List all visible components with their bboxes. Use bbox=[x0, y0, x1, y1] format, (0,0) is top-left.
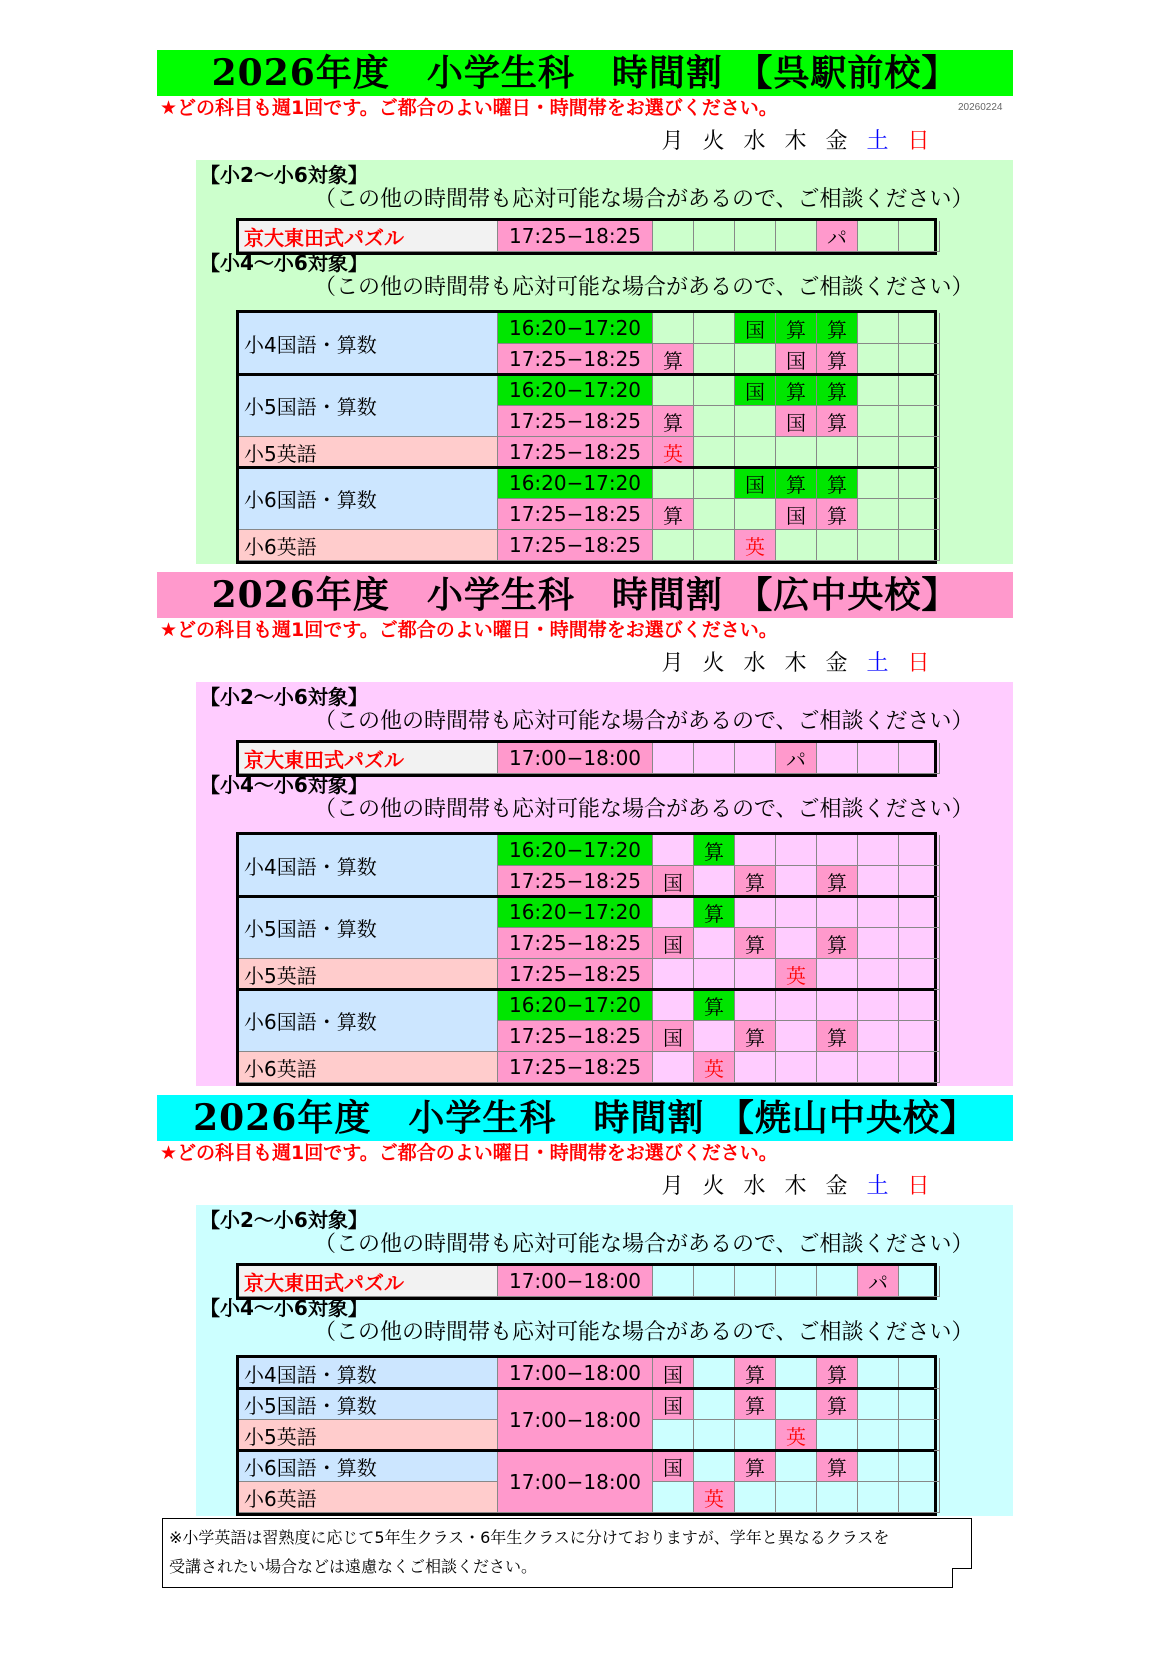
group-separator bbox=[239, 373, 934, 376]
subject-label: 小6英語 bbox=[239, 1482, 498, 1513]
schedule-cell bbox=[694, 530, 735, 561]
schedule-cell bbox=[694, 1451, 735, 1482]
schedule-cell bbox=[899, 990, 940, 1021]
schedule-cell bbox=[899, 959, 940, 990]
schedule-cell bbox=[858, 959, 899, 990]
group-separator bbox=[239, 1387, 934, 1390]
time-slot: 17:00−18:00 bbox=[498, 1389, 653, 1451]
schedule-cell bbox=[776, 928, 817, 959]
schedule-cell bbox=[858, 468, 899, 499]
section-title: 2026年度 小学生科 時間割 【焼山中央校】 bbox=[157, 1095, 1013, 1141]
notice-text: ★どの科目も週1回です。ご都合のよい曜日・時間帯をお選びください。 bbox=[160, 619, 778, 641]
schedule-cell bbox=[858, 928, 899, 959]
subject-label: 小4国語・算数 bbox=[239, 835, 498, 897]
group-label-grade2-6: 【小2～小6対象】 bbox=[200, 163, 368, 187]
schedule-cell bbox=[858, 1389, 899, 1420]
day-label: 金 bbox=[825, 651, 848, 676]
schedule-cell bbox=[776, 221, 817, 252]
schedule-cell bbox=[776, 1389, 817, 1420]
schedule-cell bbox=[817, 743, 858, 774]
day-label: 金 bbox=[825, 129, 848, 154]
schedule-cell: 算 bbox=[817, 499, 858, 530]
schedule-cell: 算 bbox=[735, 1358, 776, 1389]
schedule-cell bbox=[694, 499, 735, 530]
time-slot: 17:25−18:25 bbox=[498, 959, 653, 990]
schedule-cell: 英 bbox=[776, 1420, 817, 1451]
group-note: （この他の時間帯も応対可能な場合があるので、ご相談ください） bbox=[314, 797, 974, 822]
time-slot: 17:25−18:25 bbox=[498, 499, 653, 530]
schedule-cell bbox=[694, 1358, 735, 1389]
schedule-cell bbox=[776, 1482, 817, 1513]
schedule-cell bbox=[653, 530, 694, 561]
schedule-cell bbox=[899, 530, 940, 561]
day-label: 火 bbox=[702, 651, 725, 676]
schedule-cell bbox=[858, 499, 899, 530]
schedule-cell bbox=[817, 437, 858, 468]
schedule-cell bbox=[776, 835, 817, 866]
group-note: （この他の時間帯も応対可能な場合があるので、ご相談ください） bbox=[314, 1232, 974, 1257]
day-header bbox=[652, 1173, 939, 1201]
schedule-cell bbox=[899, 835, 940, 866]
schedule-cell bbox=[776, 1451, 817, 1482]
schedule-cell: 国 bbox=[735, 313, 776, 344]
day-label: 金 bbox=[825, 1174, 848, 1199]
day-label: 日 bbox=[907, 1174, 930, 1199]
schedule-cell: 算 bbox=[817, 313, 858, 344]
group-note: （この他の時間帯も応対可能な場合があるので、ご相談ください） bbox=[314, 1320, 974, 1345]
schedule-cell bbox=[817, 959, 858, 990]
schedule-cell bbox=[858, 344, 899, 375]
puzzle-time: 17:00−18:00 bbox=[498, 743, 653, 774]
schedule-cell: 算 bbox=[694, 897, 735, 928]
schedule-cell bbox=[735, 897, 776, 928]
timetable-grid bbox=[236, 310, 937, 564]
schedule-cell bbox=[776, 897, 817, 928]
schedule-cell bbox=[817, 835, 858, 866]
time-slot: 16:20−17:20 bbox=[498, 990, 653, 1021]
schedule-cell bbox=[735, 835, 776, 866]
subject-label: 小6国語・算数 bbox=[239, 990, 498, 1052]
subject-label: 小5国語・算数 bbox=[239, 897, 498, 959]
schedule-cell bbox=[653, 468, 694, 499]
day-label: 月 bbox=[661, 651, 684, 676]
schedule-cell bbox=[899, 1482, 940, 1513]
group-label-grade2-6: 【小2～小6対象】 bbox=[200, 685, 368, 709]
schedule-cell bbox=[776, 1358, 817, 1389]
schedule-cell: 国 bbox=[735, 468, 776, 499]
schedule-cell bbox=[858, 437, 899, 468]
day-label: 木 bbox=[784, 651, 807, 676]
timetable-grid bbox=[236, 1355, 937, 1516]
time-slot: 17:25−18:25 bbox=[498, 1021, 653, 1052]
schedule-cell: 国 bbox=[735, 375, 776, 406]
day-label: 日 bbox=[907, 651, 930, 676]
schedule-cell bbox=[694, 928, 735, 959]
schedule-cell bbox=[735, 743, 776, 774]
schedule-cell: 国 bbox=[653, 1021, 694, 1052]
group-separator bbox=[239, 1449, 934, 1452]
schedule-cell bbox=[858, 1052, 899, 1083]
schedule-cell bbox=[653, 1420, 694, 1451]
schedule-cell bbox=[653, 990, 694, 1021]
schedule-cell: 算 bbox=[653, 499, 694, 530]
day-label: 月 bbox=[661, 1174, 684, 1199]
schedule-cell: 算 bbox=[817, 1358, 858, 1389]
group-label-grade4-6: 【小4～小6対象】 bbox=[200, 773, 368, 797]
schedule-cell: 国 bbox=[653, 1389, 694, 1420]
group-note: （この他の時間帯も応対可能な場合があるので、ご相談ください） bbox=[314, 187, 974, 212]
schedule-cell bbox=[653, 375, 694, 406]
group-note: （この他の時間帯も応対可能な場合があるので、ご相談ください） bbox=[314, 709, 974, 734]
schedule-cell bbox=[899, 468, 940, 499]
group-note: （この他の時間帯も応対可能な場合があるので、ご相談ください） bbox=[314, 275, 974, 300]
group-label-grade4-6: 【小4～小6対象】 bbox=[200, 1296, 368, 1320]
schedule-cell bbox=[653, 835, 694, 866]
schedule-cell: 算 bbox=[735, 1389, 776, 1420]
footer-line-1: ※小学英語は習熟度に応じて5年生クラス・6年生クラスに分けておりますが、学年と異なるクラスを bbox=[169, 1528, 890, 1547]
schedule-cell bbox=[858, 530, 899, 561]
puzzle-time: 17:00−18:00 bbox=[498, 1266, 653, 1297]
schedule-cell: 算 bbox=[694, 835, 735, 866]
schedule-cell bbox=[694, 406, 735, 437]
schedule-cell bbox=[899, 499, 940, 530]
day-label: 水 bbox=[743, 651, 766, 676]
schedule-cell bbox=[735, 437, 776, 468]
schedule-cell bbox=[776, 530, 817, 561]
puzzle-subject: 京大東田式パズル bbox=[239, 221, 498, 252]
schedule-cell bbox=[776, 1021, 817, 1052]
schedule-cell: 算 bbox=[776, 375, 817, 406]
schedule-cell bbox=[858, 1451, 899, 1482]
schedule-cell bbox=[817, 1052, 858, 1083]
time-slot: 17:25−18:25 bbox=[498, 866, 653, 897]
schedule-cell bbox=[694, 1389, 735, 1420]
time-slot: 16:20−17:20 bbox=[498, 313, 653, 344]
schedule-cell bbox=[899, 897, 940, 928]
schedule-cell bbox=[694, 959, 735, 990]
schedule-cell: 英 bbox=[694, 1052, 735, 1083]
schedule-cell bbox=[899, 1420, 940, 1451]
schedule-cell bbox=[858, 743, 899, 774]
day-label: 木 bbox=[784, 129, 807, 154]
schedule-cell bbox=[694, 1021, 735, 1052]
schedule-cell bbox=[735, 499, 776, 530]
schedule-cell: 算 bbox=[817, 1451, 858, 1482]
schedule-cell bbox=[817, 1420, 858, 1451]
section-title: 2026年度 小学生科 時間割 【呉駅前校】 bbox=[157, 50, 1013, 96]
schedule-cell bbox=[899, 1358, 940, 1389]
schedule-cell: 英 bbox=[694, 1482, 735, 1513]
subject-label: 小5国語・算数 bbox=[239, 375, 498, 437]
schedule-cell: 算 bbox=[694, 990, 735, 1021]
schedule-cell bbox=[858, 866, 899, 897]
schedule-cell bbox=[858, 897, 899, 928]
subject-label: 小6英語 bbox=[239, 530, 498, 561]
schedule-cell bbox=[817, 1266, 858, 1297]
schedule-cell bbox=[653, 1482, 694, 1513]
puzzle-subject: 京大東田式パズル bbox=[239, 1266, 498, 1297]
schedule-cell bbox=[735, 959, 776, 990]
schedule-cell bbox=[858, 1420, 899, 1451]
schedule-cell bbox=[858, 313, 899, 344]
schedule-cell: 算 bbox=[735, 1021, 776, 1052]
schedule-cell: 国 bbox=[776, 499, 817, 530]
schedule-cell: 算 bbox=[776, 468, 817, 499]
schedule-cell bbox=[694, 743, 735, 774]
schedule-cell bbox=[899, 928, 940, 959]
time-slot: 16:20−17:20 bbox=[498, 468, 653, 499]
schedule-cell bbox=[858, 1358, 899, 1389]
time-slot: 17:25−18:25 bbox=[498, 406, 653, 437]
time-slot: 17:25−18:25 bbox=[498, 928, 653, 959]
schedule-cell bbox=[735, 221, 776, 252]
page-curl-decoration bbox=[952, 1568, 972, 1588]
schedule-cell bbox=[735, 344, 776, 375]
notice-text: ★どの科目も週1回です。ご都合のよい曜日・時間帯をお選びください。 bbox=[160, 97, 778, 119]
time-slot: 17:25−18:25 bbox=[498, 437, 653, 468]
schedule-cell bbox=[858, 375, 899, 406]
day-label: 水 bbox=[743, 129, 766, 154]
schedule-cell: 国 bbox=[653, 1358, 694, 1389]
day-label: 月 bbox=[661, 129, 684, 154]
schedule-cell bbox=[858, 990, 899, 1021]
schedule-cell bbox=[653, 313, 694, 344]
day-label: 火 bbox=[702, 1174, 725, 1199]
subject-label: 小5英語 bbox=[239, 959, 498, 990]
schedule-cell bbox=[776, 1266, 817, 1297]
schedule-cell bbox=[899, 1389, 940, 1420]
puzzle-subject: 京大東田式パズル bbox=[239, 743, 498, 774]
schedule-cell bbox=[817, 990, 858, 1021]
schedule-cell: 算 bbox=[735, 928, 776, 959]
schedule-cell bbox=[858, 406, 899, 437]
time-slot: 16:20−17:20 bbox=[498, 375, 653, 406]
schedule-cell: 算 bbox=[817, 375, 858, 406]
schedule-cell bbox=[858, 221, 899, 252]
group-separator bbox=[239, 895, 934, 898]
time-slot: 17:25−18:25 bbox=[498, 344, 653, 375]
timetable-grid bbox=[236, 832, 937, 1086]
schedule-cell: 算 bbox=[817, 866, 858, 897]
schedule-cell bbox=[776, 1052, 817, 1083]
section-title: 2026年度 小学生科 時間割 【広中央校】 bbox=[157, 572, 1013, 618]
schedule-cell bbox=[694, 1266, 735, 1297]
time-slot: 17:25−18:25 bbox=[498, 530, 653, 561]
schedule-cell bbox=[858, 1021, 899, 1052]
day-label: 日 bbox=[907, 129, 930, 154]
schedule-cell bbox=[653, 897, 694, 928]
schedule-cell bbox=[653, 959, 694, 990]
schedule-cell: 算 bbox=[817, 1389, 858, 1420]
schedule-cell bbox=[735, 1052, 776, 1083]
schedule-cell bbox=[694, 221, 735, 252]
schedule-cell: パ bbox=[817, 221, 858, 252]
schedule-cell bbox=[858, 1482, 899, 1513]
schedule-cell bbox=[858, 835, 899, 866]
schedule-cell bbox=[694, 344, 735, 375]
footer-note bbox=[162, 1518, 972, 1588]
puzzle-time: 17:25−18:25 bbox=[498, 221, 653, 252]
schedule-cell: 算 bbox=[817, 344, 858, 375]
schedule-cell bbox=[899, 743, 940, 774]
time-slot: 16:20−17:20 bbox=[498, 897, 653, 928]
schedule-cell bbox=[899, 437, 940, 468]
schedule-cell bbox=[653, 1052, 694, 1083]
day-label: 土 bbox=[866, 1174, 889, 1199]
schedule-cell bbox=[694, 437, 735, 468]
group-separator bbox=[239, 466, 934, 469]
schedule-cell bbox=[694, 375, 735, 406]
group-separator bbox=[239, 988, 934, 991]
schedule-cell bbox=[899, 1451, 940, 1482]
schedule-cell bbox=[694, 468, 735, 499]
schedule-cell bbox=[653, 1266, 694, 1297]
subject-label: 小5英語 bbox=[239, 1420, 498, 1451]
schedule-cell: 算 bbox=[653, 406, 694, 437]
schedule-cell bbox=[899, 866, 940, 897]
schedule-cell bbox=[694, 1420, 735, 1451]
schedule-cell: 算 bbox=[817, 1021, 858, 1052]
day-label: 土 bbox=[866, 129, 889, 154]
subject-label: 小6国語・算数 bbox=[239, 1451, 498, 1482]
subject-label: 小6英語 bbox=[239, 1052, 498, 1083]
footer-line-2: 受講されたい場合などは遠慮なくご相談ください。 bbox=[169, 1557, 538, 1576]
schedule-cell bbox=[899, 406, 940, 437]
day-header bbox=[652, 650, 939, 678]
time-slot: 17:00−18:00 bbox=[498, 1358, 653, 1389]
schedule-cell: 国 bbox=[653, 928, 694, 959]
time-slot: 16:20−17:20 bbox=[498, 835, 653, 866]
schedule-cell bbox=[653, 221, 694, 252]
schedule-cell bbox=[735, 406, 776, 437]
schedule-cell bbox=[899, 1052, 940, 1083]
schedule-cell bbox=[899, 1266, 940, 1297]
schedule-cell: 国 bbox=[653, 1451, 694, 1482]
time-slot: 17:25−18:25 bbox=[498, 1052, 653, 1083]
subject-label: 小4国語・算数 bbox=[239, 1358, 498, 1389]
time-slot: 17:00−18:00 bbox=[498, 1451, 653, 1513]
schedule-cell: 国 bbox=[776, 344, 817, 375]
day-header bbox=[652, 128, 939, 156]
day-label: 木 bbox=[784, 1174, 807, 1199]
schedule-cell bbox=[735, 990, 776, 1021]
schedule-cell bbox=[899, 1021, 940, 1052]
group-label-grade2-6: 【小2～小6対象】 bbox=[200, 1208, 368, 1232]
schedule-cell: 英 bbox=[653, 437, 694, 468]
schedule-cell bbox=[653, 743, 694, 774]
schedule-cell: 算 bbox=[653, 344, 694, 375]
schedule-cell bbox=[735, 1482, 776, 1513]
schedule-cell: 英 bbox=[735, 530, 776, 561]
day-label: 水 bbox=[743, 1174, 766, 1199]
schedule-cell: 算 bbox=[735, 1451, 776, 1482]
schedule-cell bbox=[817, 1482, 858, 1513]
day-label: 土 bbox=[866, 651, 889, 676]
schedule-cell bbox=[776, 437, 817, 468]
schedule-cell bbox=[899, 375, 940, 406]
schedule-cell bbox=[899, 221, 940, 252]
schedule-cell bbox=[817, 897, 858, 928]
schedule-cell: 算 bbox=[817, 928, 858, 959]
schedule-cell: 算 bbox=[776, 313, 817, 344]
subject-label: 小4国語・算数 bbox=[239, 313, 498, 375]
schedule-cell: パ bbox=[858, 1266, 899, 1297]
schedule-cell: 国 bbox=[653, 866, 694, 897]
subject-label: 小5国語・算数 bbox=[239, 1389, 498, 1420]
schedule-cell bbox=[776, 990, 817, 1021]
subject-label: 小5英語 bbox=[239, 437, 498, 468]
schedule-cell bbox=[735, 1266, 776, 1297]
day-label: 火 bbox=[702, 129, 725, 154]
schedule-cell bbox=[735, 1420, 776, 1451]
schedule-cell: 算 bbox=[817, 406, 858, 437]
schedule-cell bbox=[694, 866, 735, 897]
schedule-cell bbox=[899, 344, 940, 375]
schedule-cell bbox=[694, 313, 735, 344]
notice-text: ★どの科目も週1回です。ご都合のよい曜日・時間帯をお選びください。 bbox=[160, 1142, 778, 1164]
schedule-cell: 算 bbox=[735, 866, 776, 897]
subject-label: 小6国語・算数 bbox=[239, 468, 498, 530]
schedule-cell bbox=[776, 866, 817, 897]
schedule-cell: パ bbox=[776, 743, 817, 774]
schedule-cell bbox=[899, 313, 940, 344]
schedule-cell: 国 bbox=[776, 406, 817, 437]
date-code: 20260224 bbox=[958, 102, 1003, 113]
schedule-cell: 英 bbox=[776, 959, 817, 990]
group-label-grade4-6: 【小4～小6対象】 bbox=[200, 251, 368, 275]
schedule-cell bbox=[817, 530, 858, 561]
schedule-cell: 算 bbox=[817, 468, 858, 499]
